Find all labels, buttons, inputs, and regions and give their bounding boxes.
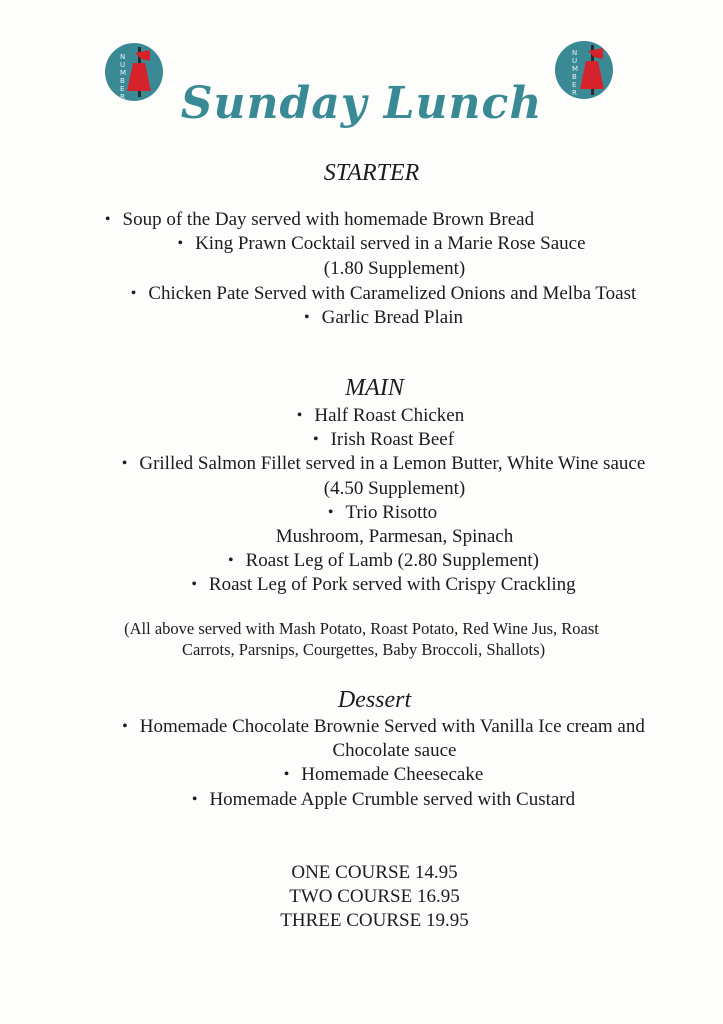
main-item: • Roast Leg of Lamb (2.80 Supplement) — [22, 550, 723, 572]
main-item: • Half Roast Chicken — [19, 405, 723, 427]
svg-text:E: E — [572, 81, 577, 89]
dessert-item-cont: Chocolate sauce — [332, 740, 457, 761]
dessert-heading: Dessert — [337, 687, 412, 713]
main-item: • Irish Roast Beef — [22, 429, 723, 451]
starter-item: • Soup of the Day served with homemade Brown Bread — [0, 209, 681, 231]
svg-text:B: B — [572, 73, 577, 81]
main-item: • Trio Risotto — [21, 502, 723, 524]
starter-item: • King Prawn Cocktail served in a Marie Rose Sauce — [20, 233, 723, 255]
svg-text:U: U — [120, 61, 126, 69]
main-item-note: (4.50 Supplement) — [323, 478, 466, 499]
main-item: • Roast Leg of Pork served with Crispy Crackling — [22, 574, 723, 596]
svg-text:B: B — [120, 77, 125, 85]
price-one-course: ONE COURSE 14.95 — [291, 862, 458, 883]
main-sides-note: (All above served with Mash Potato, Roast Potato, Red Wine Jus, Roast — [124, 619, 599, 638]
main-item-detail: Mushroom, Parmesan, Spinach — [275, 526, 514, 547]
svg-text:M: M — [120, 69, 127, 77]
price-two-course: TWO COURSE 16.95 — [289, 886, 460, 907]
main-item: • Grilled Salmon Fillet served in a Lemon Butter, White Wine sauce — [22, 453, 723, 475]
price-three-course: THREE COURSE 19.95 — [280, 910, 469, 931]
svg-text:R: R — [120, 93, 125, 101]
svg-text:U: U — [572, 57, 578, 65]
svg-text:R: R — [572, 89, 577, 97]
svg-text:N: N — [120, 53, 126, 61]
starter-heading: STARTER — [323, 160, 420, 186]
dessert-item: • Homemade Cheesecake — [22, 764, 723, 786]
starter-item: • Garlic Bread Plain — [22, 307, 723, 329]
starter-item-note: (1.80 Supplement) — [323, 258, 466, 279]
svg-text:M: M — [572, 65, 579, 73]
main-sides-note: Carrots, Parsnips, Courgettes, Baby Broccoli, Shallots) — [181, 640, 546, 659]
starter-item: • Chicken Pate Served with Caramelized Onions and Melba Toast — [22, 283, 723, 305]
page-title: Sunday Lunch — [180, 78, 543, 129]
main-heading: MAIN — [345, 375, 404, 401]
dessert-item: • Homemade Apple Crumble served with Custard — [22, 789, 723, 811]
dessert-item: • Homemade Chocolate Brownie Served with Vanilla Ice cream and — [22, 716, 723, 738]
svg-text:E: E — [120, 85, 125, 93]
svg-text:N: N — [572, 49, 578, 57]
